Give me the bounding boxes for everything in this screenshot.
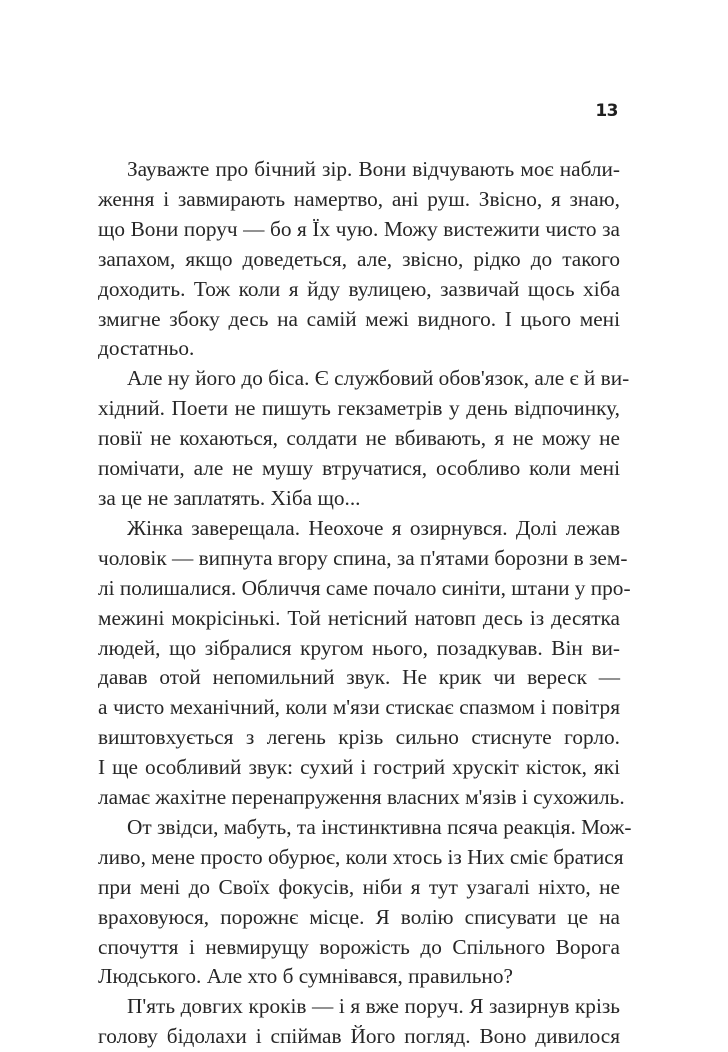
- text-line: а чисто механічний, коли м'язи стискає спазмом і повітря: [98, 695, 620, 720]
- text-line: помічати, але не мушу втручатися, особливо коли мені: [98, 456, 620, 481]
- text-line: лі полишалися. Обличчя саме почало синіти, штани у про-: [98, 575, 631, 600]
- text-line: От звідси, мабуть, та інстинктивна псяча реакція. Мож-: [127, 814, 632, 839]
- text-line: Людського. Але хто б сумнівався, правильно?: [98, 964, 513, 989]
- text-line: змигне збоку десь на самій межі видного. І цього мені: [98, 306, 620, 331]
- text-line: запахом, якщо доведеться, але, звісно, рідко до такого: [98, 246, 620, 271]
- text-line: людей, що зібралися кругом нього, позадкував. Він ви-: [98, 635, 620, 660]
- text-line: повії не кохаються, солдати не вбивають, я не можу не: [98, 426, 620, 451]
- text-line: межині мокрісінькі. Той нетісний натовп десь із десятка: [98, 605, 620, 630]
- text-line: ливо, мене просто обурює, коли хтось із Них сміє братися: [98, 844, 624, 869]
- text-line: доходить. Тож коли я йду вулицею, зазвичай щось хіба: [98, 276, 620, 301]
- text-line: за це не заплатять. Хіба що...: [98, 485, 361, 510]
- text-line: ламає жахітне перенапруження власних м'язів і сухожиль.: [98, 785, 625, 810]
- text-line: враховуюся, порожнє місце. Я волію списувати це на: [98, 904, 620, 929]
- page-number: 13: [595, 101, 618, 121]
- paragraph: [98, 514, 631, 813]
- body-text: [98, 155, 632, 1052]
- text-line: виштовхується з легень крізь сильно стиснуте горло.: [98, 725, 620, 750]
- text-line: давав отой непомильний звук. Не крик чи вереск —: [98, 665, 620, 690]
- text-line: П'ять довгих кроків — і я вже поруч. Я зазирнув крізь: [127, 994, 620, 1019]
- paragraph: [98, 364, 630, 514]
- paragraph: [98, 992, 620, 1052]
- text-line: ження і завмирають намертво, ані руш. Звісно, я знаю,: [98, 186, 620, 211]
- text-line: голову бідолахи і спіймав Його погляд. Воно дивилося: [98, 1024, 620, 1049]
- text-line: спочуття і невмирущу ворожість до Спільного Ворога: [98, 934, 620, 959]
- paragraph: [98, 813, 632, 992]
- text-line: при мені до Своїх фокусів, ніби я тут узагалі ніхто, не: [98, 874, 620, 899]
- text-line: чоловік — випнута вгору спина, за п'ятами борозни в зем-: [98, 545, 628, 570]
- text-line: Але ну його до біса. Є службовий обов'язок, але є й ви-: [127, 366, 630, 391]
- text-line: Зауважте про бічний зір. Вони відчувають моє набли-: [127, 157, 620, 181]
- paragraph: [98, 155, 620, 364]
- text-line: достатньо.: [98, 336, 195, 361]
- text-line: І ще особливий звук: сухий і гострий хрускіт кісток, які: [98, 755, 620, 780]
- text-line: хідний. Поети не пишуть гекзаметрів у день відпочинку,: [98, 396, 620, 421]
- text-line: що Вони поруч — бо я Їх чую. Можу вистежити чисто за: [98, 216, 620, 241]
- text-line: Жінка заверещала. Неохоче я озирнувся. Долі лежав: [127, 515, 620, 540]
